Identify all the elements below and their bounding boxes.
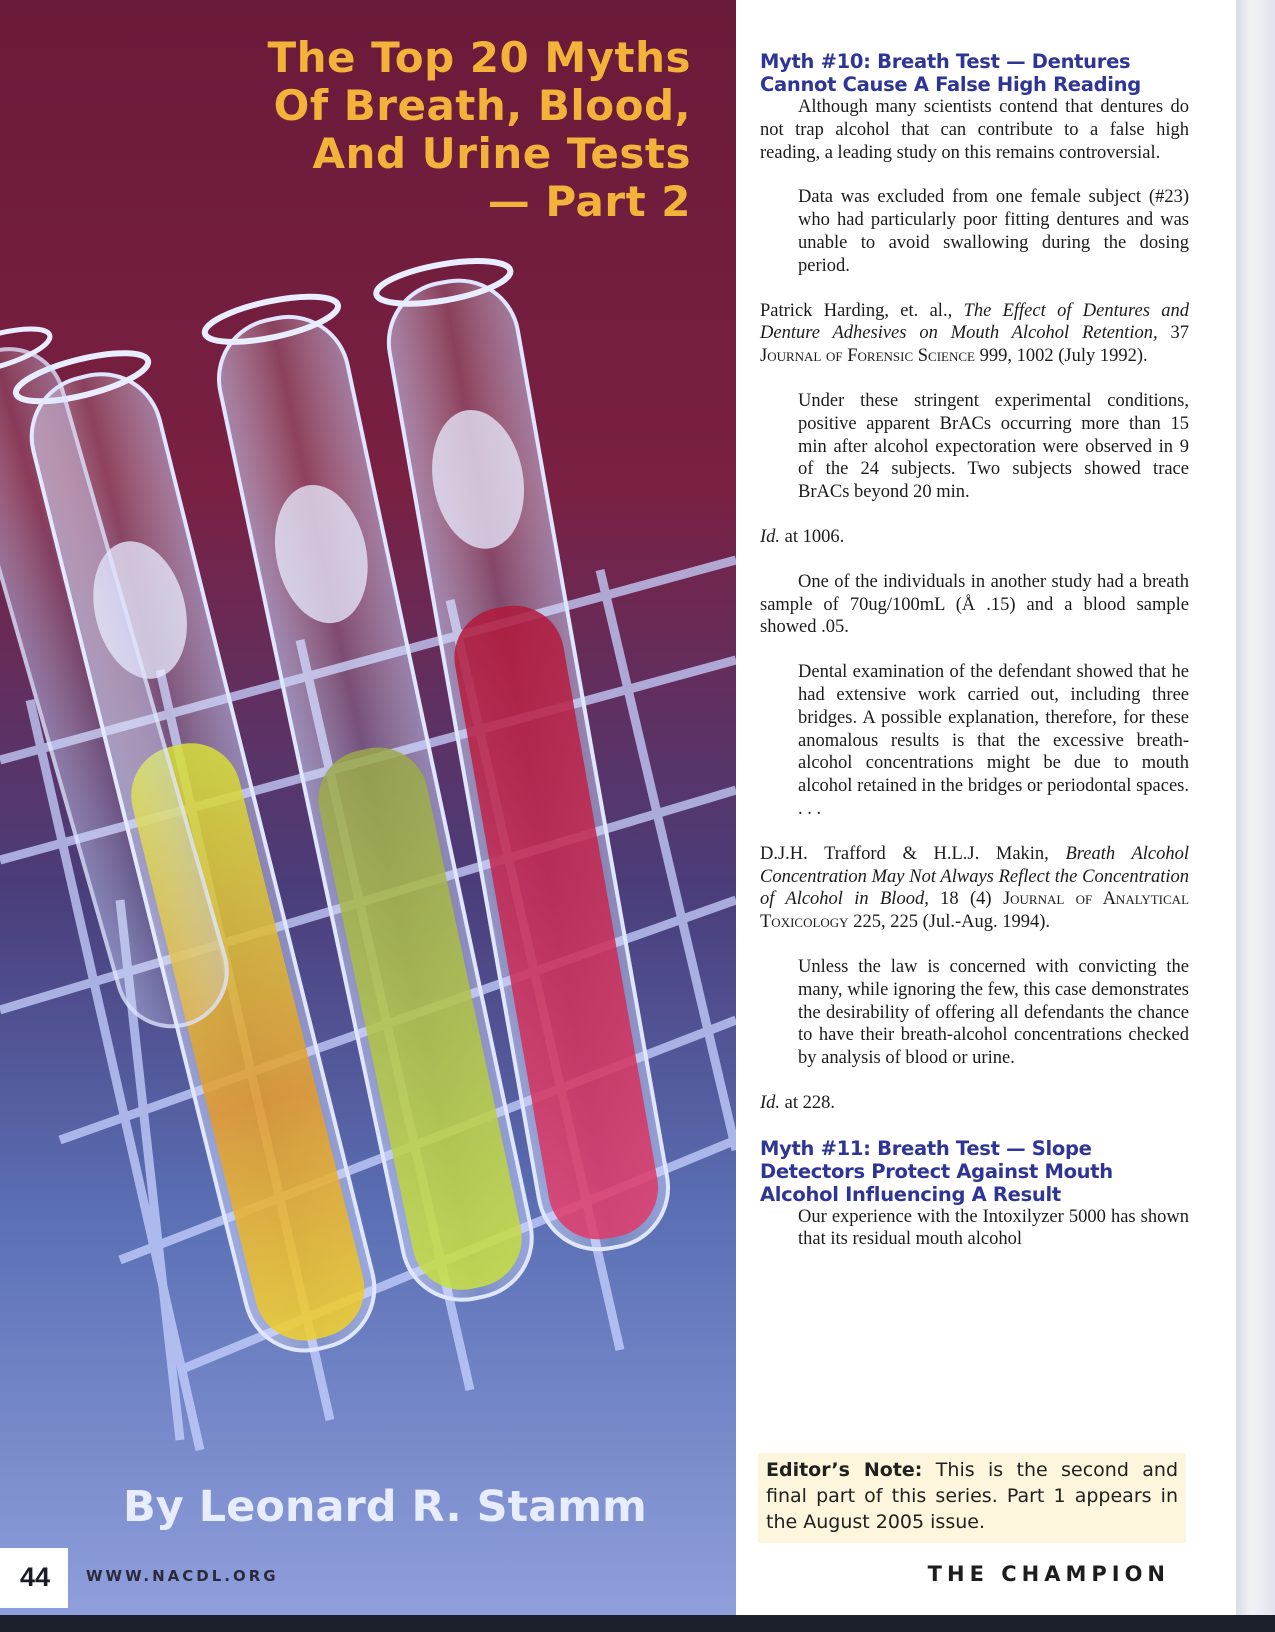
citation-trafford-volume: 18 (4) <box>940 889 992 910</box>
editors-note-text: This is the second and final part of this series. Part 1 appears in the August 2005 issue. <box>766 1459 1179 1533</box>
quote-dental-examination: Dental examination of the defendant showed that he had extensive work carried out, including three bridges. A possible explanation, therefore, for these anomalous results is that the excessive breath-alcohol concentrations might be due to mouth alcohol retained in the bridges or periodontal spaces. . . . <box>798 662 1189 819</box>
quote-excluded-subject: Data was excluded from one female subject (#23) who had particularly poor fitting dentures and was unable to avoid swallowing during the dosing period. <box>798 187 1189 276</box>
id-pages: at 1006. <box>784 526 845 547</box>
citation-harding-pages: 999, 1002 (July 1992). <box>979 346 1148 367</box>
article-title: The Top 20 Myths Of Breath, Blood, And Urine Tests — Part 2 <box>267 33 691 226</box>
id-reference-228 <box>760 1092 1189 1115</box>
bottom-scan-band <box>0 1615 1275 1632</box>
myth-11-heading: Myth #11: Breath Test — Slope Detectors Protect Against Mouth Alcohol Influencing A Result <box>760 1136 1113 1206</box>
paragraph-intoxilyzer: Our experience with the Intoxilyzer 5000 has shown that its residual mouth alcohol <box>798 1206 1189 1250</box>
quote-convicting-the-many: Unless the law is concerned with convicting the many, while ignoring the few, this case demonstrates the desirability of offering all defendants the chance to have their breath-alcohol concentrations checked by analysis of blood or urine. <box>798 956 1189 1069</box>
page-curl-edge <box>1236 0 1275 1615</box>
citation-trafford <box>760 843 1189 934</box>
id-reference-1006 <box>760 526 1189 549</box>
citation-harding-authors: Patrick Harding, et. al., <box>760 300 953 321</box>
citation-trafford-pages: 225, 225 (Jul.-Aug. 1994). <box>853 912 1051 933</box>
article-byline: By Leonard R. Stamm <box>123 1482 647 1532</box>
citation-harding <box>760 300 1189 368</box>
website-url: WWW.NACDL.ORG <box>86 1567 279 1585</box>
myth-10-heading: Myth #10: Breath Test — Dentures Cannot Cause A False High Reading <box>760 50 1141 96</box>
page-number: 44 <box>20 1562 51 1592</box>
citation-harding-journal: Journal of Forensic Science <box>760 346 975 367</box>
id-pages: at 228. <box>784 1092 836 1113</box>
citation-trafford-authors: D.J.H. Trafford & H.L.J. Makin, <box>760 843 1049 864</box>
article-body <box>760 50 1189 1251</box>
citation-trafford-title: Breath Alcohol Concentration May Not Always Reflect the Concentration of Alcohol in Blood, <box>760 843 1189 910</box>
citation-trafford-journal: Journal of Analytical Toxicology <box>760 889 1190 933</box>
publication-name: THE CHAMPION <box>927 1562 1170 1586</box>
paragraph-dentures-intro: Although many scientists contend that dentures do not trap alcohol that can contribute to a false high reading, a leading study on this remains controversial. <box>760 97 1189 163</box>
id-italic: Id. <box>760 526 781 547</box>
paragraph-breath-sample: One of the individuals in another study had a breath sample of 70ug/100mL (Å .15) and a blood sample showed .05. <box>760 571 1189 638</box>
citation-harding-volume: 37 <box>1170 323 1189 344</box>
editors-note-label: Editor’s Note: <box>766 1459 923 1481</box>
editors-note <box>758 1453 1186 1543</box>
id-italic: Id. <box>760 1092 781 1113</box>
citation-harding-title: The Effect of Dentures and Denture Adhesives on Mouth Alcohol Retention, <box>760 300 1189 344</box>
quote-stringent-conditions: Under these stringent experimental conditions, positive apparent BrACs occurring more than 15 min after alcohol expectoration were observed in 9 of the 24 subjects. Two subjects showed trace BrACs beyond 20 min. <box>798 390 1189 503</box>
